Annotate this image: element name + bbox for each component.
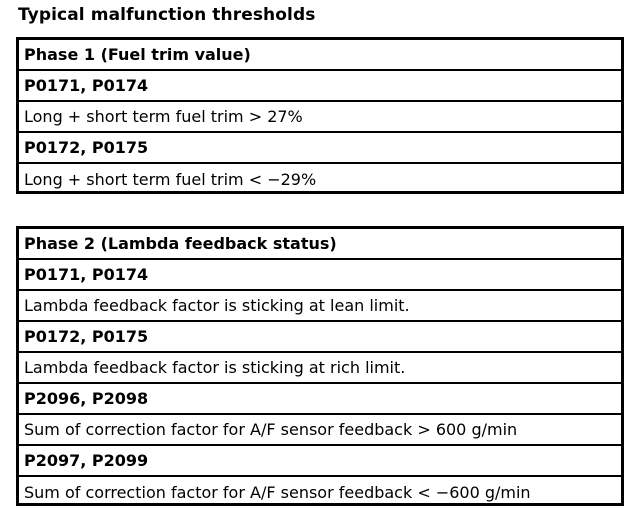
- phase2-code-row: P0171, P0174: [19, 260, 621, 291]
- phase2-condition-row: Sum of correction factor for A/F sensor feedback > 600 g/min: [19, 415, 621, 446]
- page-title: Typical malfunction thresholds: [18, 5, 316, 25]
- phase2-code-row: P2097, P2099: [19, 446, 621, 477]
- phase1-code-row: P0171, P0174: [19, 71, 621, 102]
- phase2-condition-row: Sum of correction factor for A/F sensor feedback < −600 g/min: [24, 483, 531, 502]
- phase1-code-row: P0172, P0175: [19, 133, 621, 164]
- phase2-table: [16, 226, 624, 506]
- phase2-condition-row: Lambda feedback factor is sticking at rich limit.: [19, 353, 621, 384]
- phase1-header: Phase 1 (Fuel trim value): [19, 40, 621, 71]
- phase2-header: Phase 2 (Lambda feedback status): [19, 229, 621, 260]
- phase2-code-row: P0172, P0175: [19, 322, 621, 353]
- phase1-condition-row: Long + short term fuel trim < −29%: [24, 170, 317, 189]
- phase1-condition-row: Long + short term fuel trim > 27%: [19, 102, 621, 133]
- phase2-condition-row: Lambda feedback factor is sticking at lean limit.: [19, 291, 621, 322]
- phase2-code-row: P2096, P2098: [19, 384, 621, 415]
- phase1-table: [16, 37, 624, 194]
